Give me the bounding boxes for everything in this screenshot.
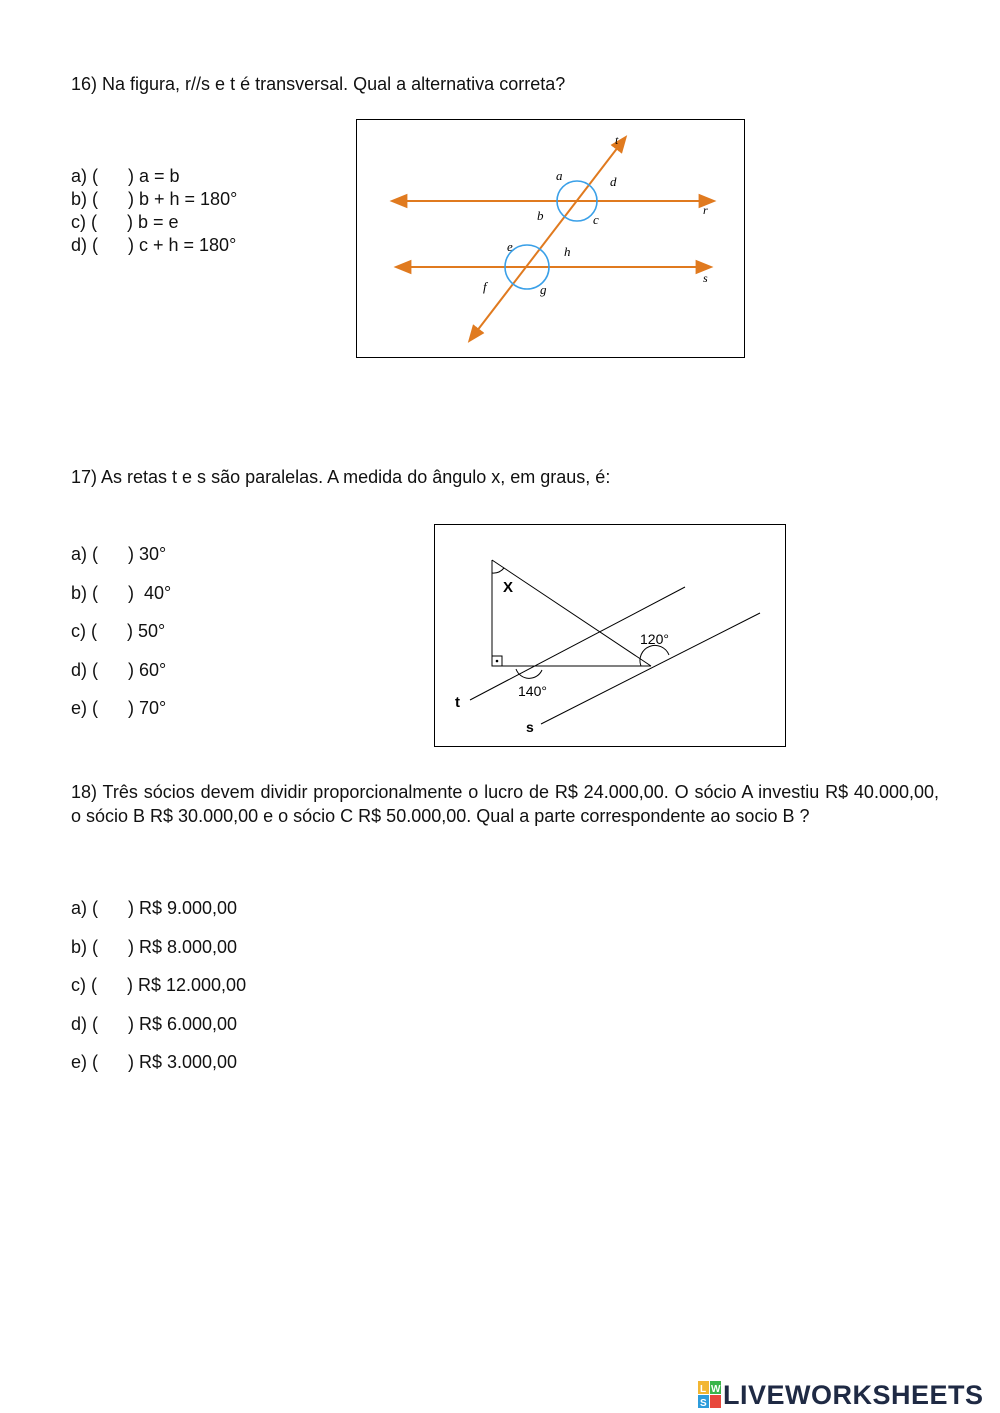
option-letter: b) ( [71, 189, 98, 209]
option-text: ) c + h = 180° [128, 235, 237, 255]
q17-options [71, 543, 171, 736]
q17-option-b[interactable] [71, 582, 171, 621]
option-text: ) a = b [128, 166, 180, 186]
q18-option-e[interactable] [71, 1051, 246, 1090]
q16-option-d[interactable] [71, 234, 237, 257]
option-letter: c) ( [71, 621, 97, 641]
q16-option-a[interactable] [71, 165, 237, 188]
option-letter: a) ( [71, 544, 98, 564]
option-letter: d) ( [71, 1013, 98, 1034]
logo-mark-letter: W [711, 1384, 721, 1395]
label-x: X [503, 579, 514, 596]
logo-block-red [710, 1395, 721, 1408]
q18-option-b[interactable] [71, 936, 246, 975]
triangle-hypotenuse [492, 560, 651, 666]
label-a: a [556, 168, 563, 183]
q18-option-d[interactable] [71, 1013, 246, 1052]
option-text: ) R$ 3.000,00 [128, 1052, 238, 1072]
option-letter: a) ( [71, 898, 98, 918]
label-b: b [537, 208, 544, 223]
label-d: d [610, 174, 617, 189]
liveworksheets-logo [698, 1378, 984, 1412]
option-text: ) R$ 12.000,00 [127, 975, 247, 995]
angle-x-arc [492, 568, 504, 573]
option-text: ) b + h = 180° [128, 189, 238, 209]
label-t: t [455, 694, 460, 711]
option-letter: d) ( [71, 235, 98, 255]
label-120: 120° [640, 631, 669, 647]
q18-title: 18) Três sócios devem dividir proporcionalmente o lucro de R$ 24.000,00. O sócio A investiu R$ 40.000,00, o sócio B R$ 30.000,00 e o sócio C R$ 50.000,00. Qual a parte correspondente ao socio B ? [71, 782, 939, 826]
line-s [541, 613, 760, 724]
logo-mark-letter: S [700, 1398, 707, 1409]
option-text: ) 50° [127, 621, 166, 641]
option-letter: c) ( [71, 212, 97, 232]
q16-option-c[interactable] [71, 211, 237, 234]
logo-mark-letter: L [700, 1384, 707, 1395]
option-letter: e) ( [71, 698, 98, 718]
option-text: ) R$ 8.000,00 [128, 936, 238, 957]
option-letter: b) ( [71, 582, 98, 603]
label-h: h [564, 244, 571, 259]
label-s: s [526, 719, 534, 735]
line-t [470, 138, 625, 340]
q16-options [71, 165, 237, 257]
label-f: f [483, 279, 487, 294]
q17-option-a[interactable] [71, 543, 171, 582]
label-140: 140° [518, 683, 547, 699]
angle-120-arc [640, 645, 669, 666]
logo-text: LIVEWORKSHEETS [723, 1379, 984, 1410]
q17-option-d[interactable] [71, 659, 171, 698]
q17-figure [434, 524, 786, 747]
q16-title: 16) Na figura, r//s e t é transversal. Qual a alternativa correta? [71, 74, 566, 94]
q16-option-b[interactable] [71, 188, 237, 211]
option-letter: d) ( [71, 659, 98, 680]
q16-figure [356, 119, 745, 358]
q18-option-a[interactable] [71, 897, 246, 936]
q18-option-c[interactable] [71, 974, 246, 1013]
label-e: e [507, 239, 513, 254]
option-text: ) R$ 6.000,00 [128, 1013, 238, 1034]
option-letter: e) ( [71, 1052, 98, 1072]
q17-option-e[interactable] [71, 697, 171, 736]
liveworksheets-mark-icon [698, 1381, 722, 1409]
q17-option-c[interactable] [71, 620, 171, 659]
q17-title: 17) As retas t e s são paralelas. A medida do ângulo x, em graus, é: [71, 467, 611, 487]
option-letter: b) ( [71, 936, 98, 957]
option-text: ) 60° [128, 659, 167, 680]
label-c: c [593, 212, 599, 227]
label-s: s [703, 271, 708, 285]
parallel-lines-diagram [357, 120, 744, 357]
option-text: ) b = e [127, 212, 179, 232]
option-text: ) 70° [128, 698, 167, 718]
option-text: ) 30° [128, 544, 167, 564]
label-t: t [615, 133, 619, 147]
q18-options [71, 897, 246, 1090]
label-r: r [703, 203, 708, 217]
option-text: ) 40° [128, 582, 172, 603]
label-g: g [540, 282, 547, 297]
option-letter: c) ( [71, 975, 97, 995]
option-text: ) R$ 9.000,00 [128, 898, 238, 918]
option-letter: a) ( [71, 166, 98, 186]
triangle-parallel-diagram [435, 525, 785, 746]
